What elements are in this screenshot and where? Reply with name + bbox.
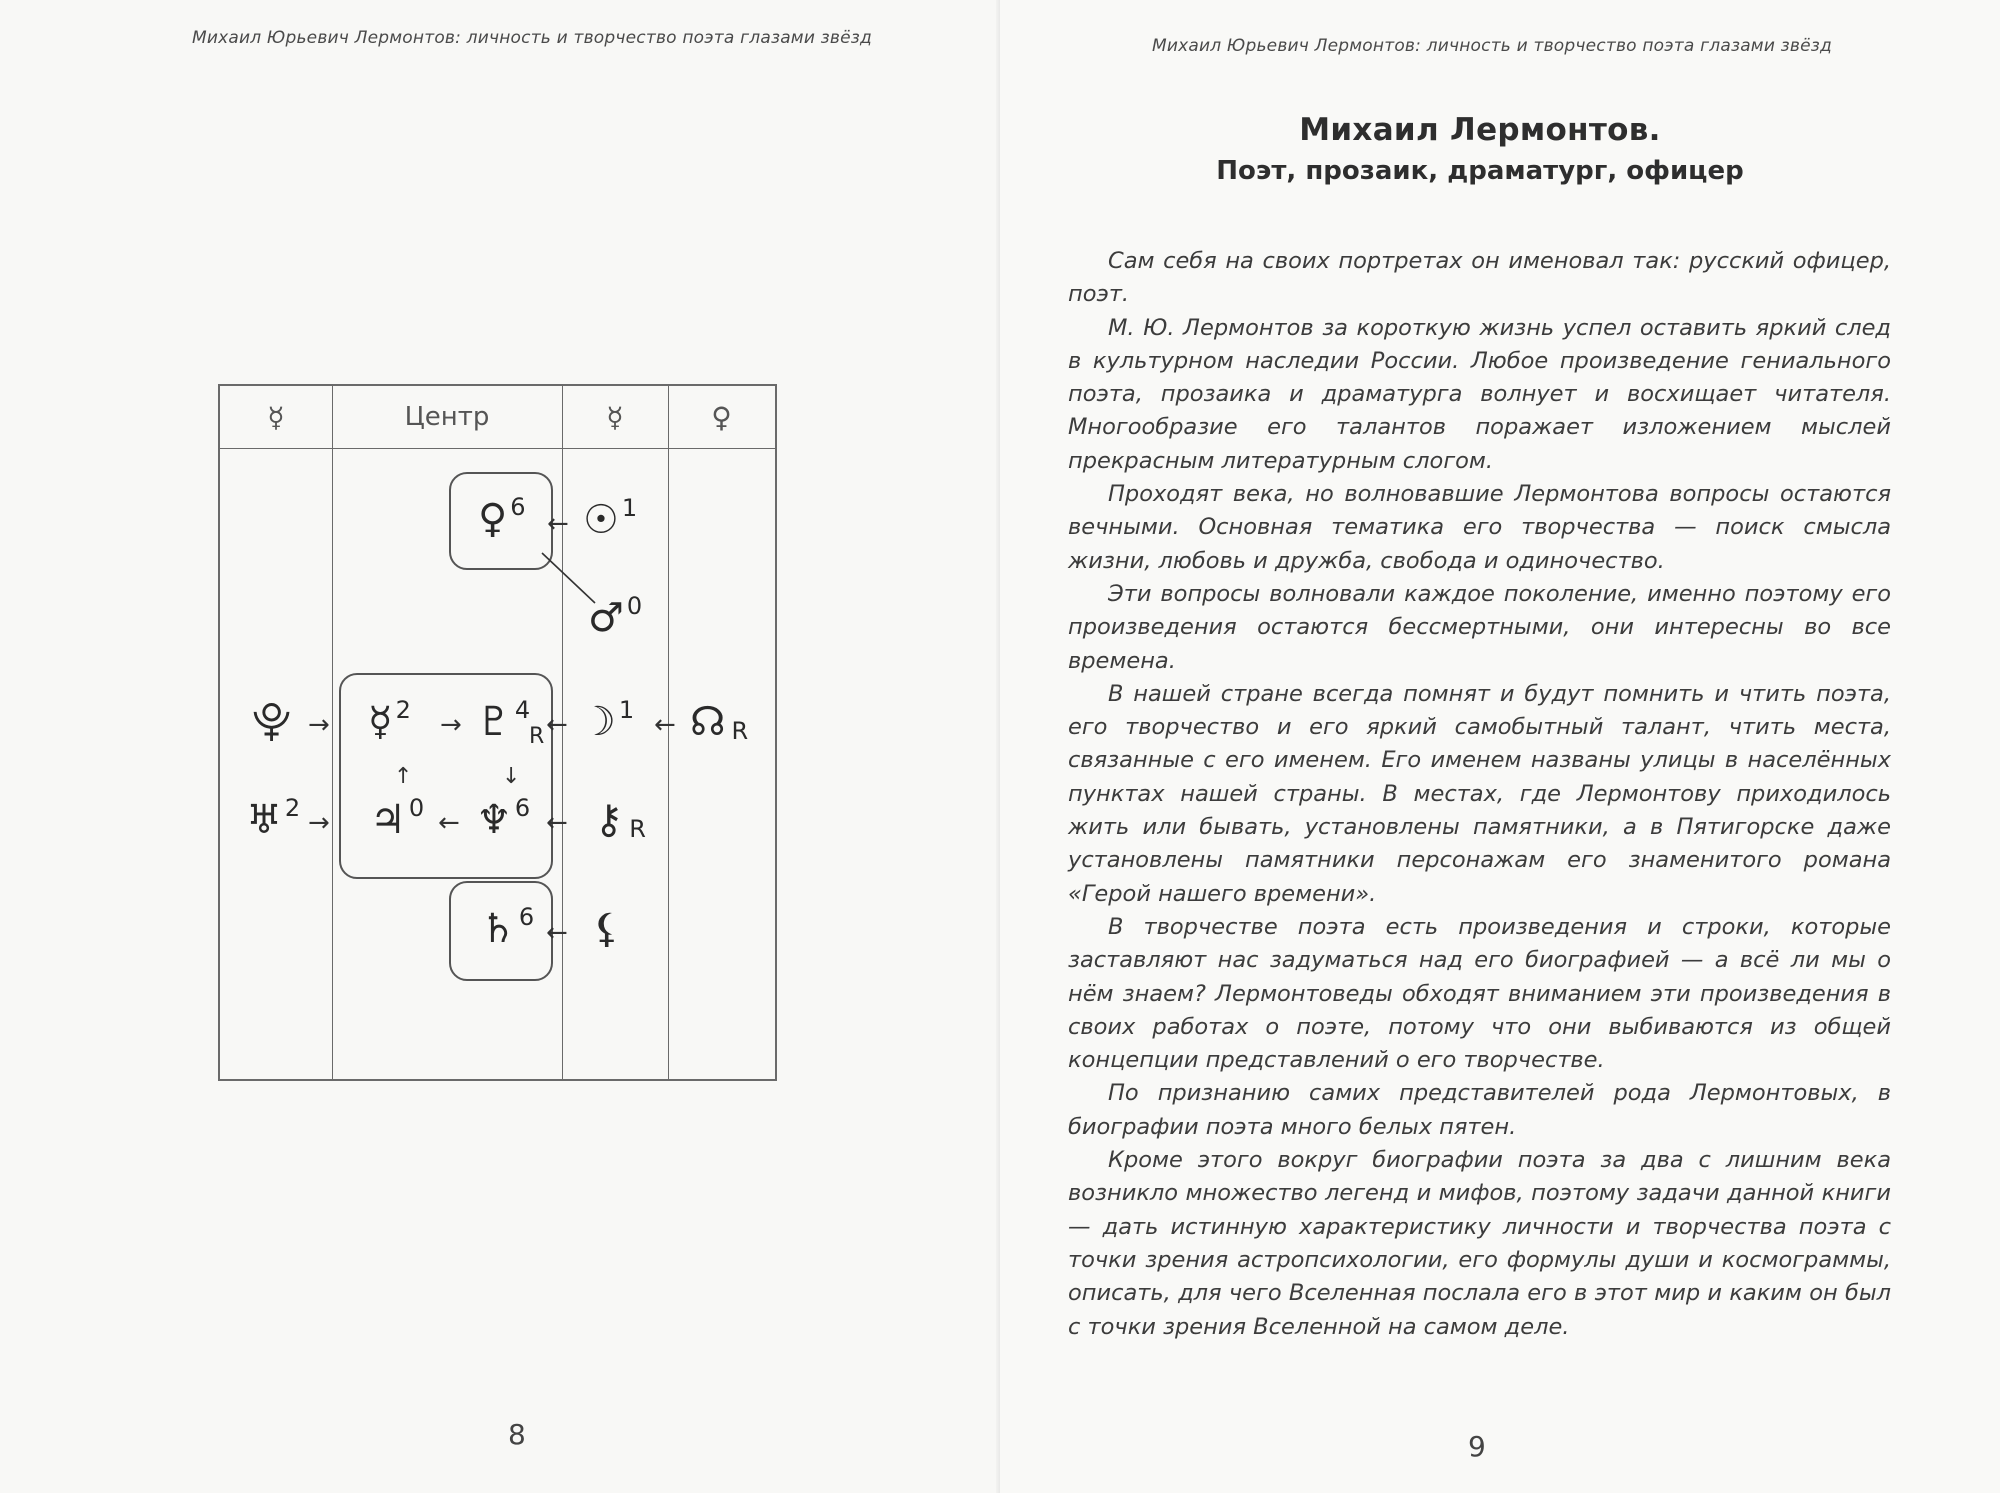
arrow-right: →	[308, 808, 330, 838]
astro-chart	[218, 384, 777, 1081]
arrow-left: ←	[546, 808, 568, 838]
pluto-retro: R	[529, 724, 545, 749]
article-subtitle: Поэт, прозаик, драматург, офицер	[1216, 156, 1744, 186]
chart-header-venus: ♀	[711, 400, 732, 434]
arrow-up: ↑	[394, 764, 413, 789]
paragraph: В нашей стране всегда помнят и будут помнить и чтить поэта, его творчество и его яркий самобытный талант, чтить места, связанные с его именем. Его именем названы улицы в населённых пунктах нашей страны. В местах, где Лермонтову приходилось жить или бывать, установлены памятники, а в Пятигорске даже установлены памятники персонажам его знаменитого романа «Герой нашего времени».	[1068, 680, 1891, 907]
uranus-symbol: ♅ 2	[246, 794, 301, 843]
chart-header-mercury-right: ☿	[606, 400, 624, 434]
paragraph: Эти вопросы волновали каждое поколение, именно поэтому его произведения остаются бессмертными, они интересны во все времена.	[1068, 580, 1891, 674]
paragraph: Сам себя на своих портретах он именовал так: русский офицер, поэт.	[1068, 248, 1891, 308]
arrow-left: ←	[546, 710, 568, 740]
arrow-left: ←	[547, 509, 569, 539]
chart-col-divider	[332, 386, 333, 1079]
running-head-right: Михаил Юрьевич Лермонтов: личность и творчество поэта глазами звёзд	[1152, 36, 1832, 56]
pluto-symbol: ♇ 4	[476, 696, 531, 745]
arrow-right: →	[440, 710, 462, 740]
page-number-right: 9	[1468, 1430, 1486, 1463]
chiron-symbol: ⚷ R	[594, 797, 646, 843]
neptune-symbol: ♆ 6	[476, 794, 531, 843]
arrow-left: ←	[438, 808, 460, 838]
saturn-symbol: ♄ 6	[480, 903, 535, 952]
moon-symbol: ☽ 1	[580, 696, 635, 745]
running-head-left: Михаил Юрьевич Лермонтов: личность и творчество поэта глазами звёзд	[192, 28, 872, 48]
article-title-block	[1060, 112, 1900, 186]
arrow-left: ←	[546, 918, 568, 948]
paragraph: По признанию самих представителей рода Лермонтовых, в биографии поэта много белых пятен.	[1068, 1080, 1891, 1140]
chart-header-divider	[220, 448, 775, 449]
venus-symbol: ♀ 6	[478, 493, 526, 542]
sun-symbol: ☉ 1	[583, 494, 638, 543]
paragraph: М. Ю. Лермонтов за короткую жизнь успел оставить яркий след в культурном наследии России. Любое произведение гениального поэта, прозаика и драматурга волнует и восхищает читателя. Многообразие его талантов поражает изложением мыслей прекрасным литературным слогом.	[1068, 314, 1891, 474]
node-symbol: ☊ R	[690, 699, 749, 745]
jupiter-symbol: ♃ 0	[370, 794, 425, 843]
lilith-symbol: ⚸	[592, 906, 622, 952]
chart-header-mercury-left: ☿	[267, 400, 285, 434]
chart-header-center: Центр	[404, 402, 490, 432]
arrow-left: ←	[654, 710, 676, 740]
article-title: Михаил Лермонтов.	[1299, 112, 1661, 148]
mercury-symbol: ☿ 2	[368, 696, 411, 745]
page-number-left: 8	[508, 1418, 526, 1451]
article-body	[1068, 245, 1891, 1344]
mars-symbol: ♂ 0	[588, 592, 643, 641]
paragraph: Кроме этого вокруг биографии поэта за два с лишним века возникло множество легенд и мифов, поэтому задачи данной книги — дать истинную характеристику личности и творчества поэта с точки зрения астропсихологии, его формулы души и космограммы, описать, для чего Вселенная послала его в этот мир и каким он был с точки зрения Вселенной на самом деле.	[1068, 1147, 1891, 1340]
arrow-right: →	[308, 710, 330, 740]
arrow-down: ↓	[502, 764, 521, 789]
paragraph: Проходят века, но волновавшие Лермонтова вопросы остаются вечными. Основная тематика его творчества — поиск смысла жизни, любовь и дружба, свобода и одиночество.	[1068, 481, 1891, 574]
paragraph: В творчестве поэта есть произведения и строки, которые заставляют нас задуматься над его биографией — а всё ли мы о нём знаем? Лермонтоведы обходят вниманием эти произведения в своих работах о поэте, потому что они выбиваются из общей концепции представлений о его творчестве.	[1068, 913, 1891, 1074]
proserpina-symbol: ⯓	[252, 699, 292, 745]
